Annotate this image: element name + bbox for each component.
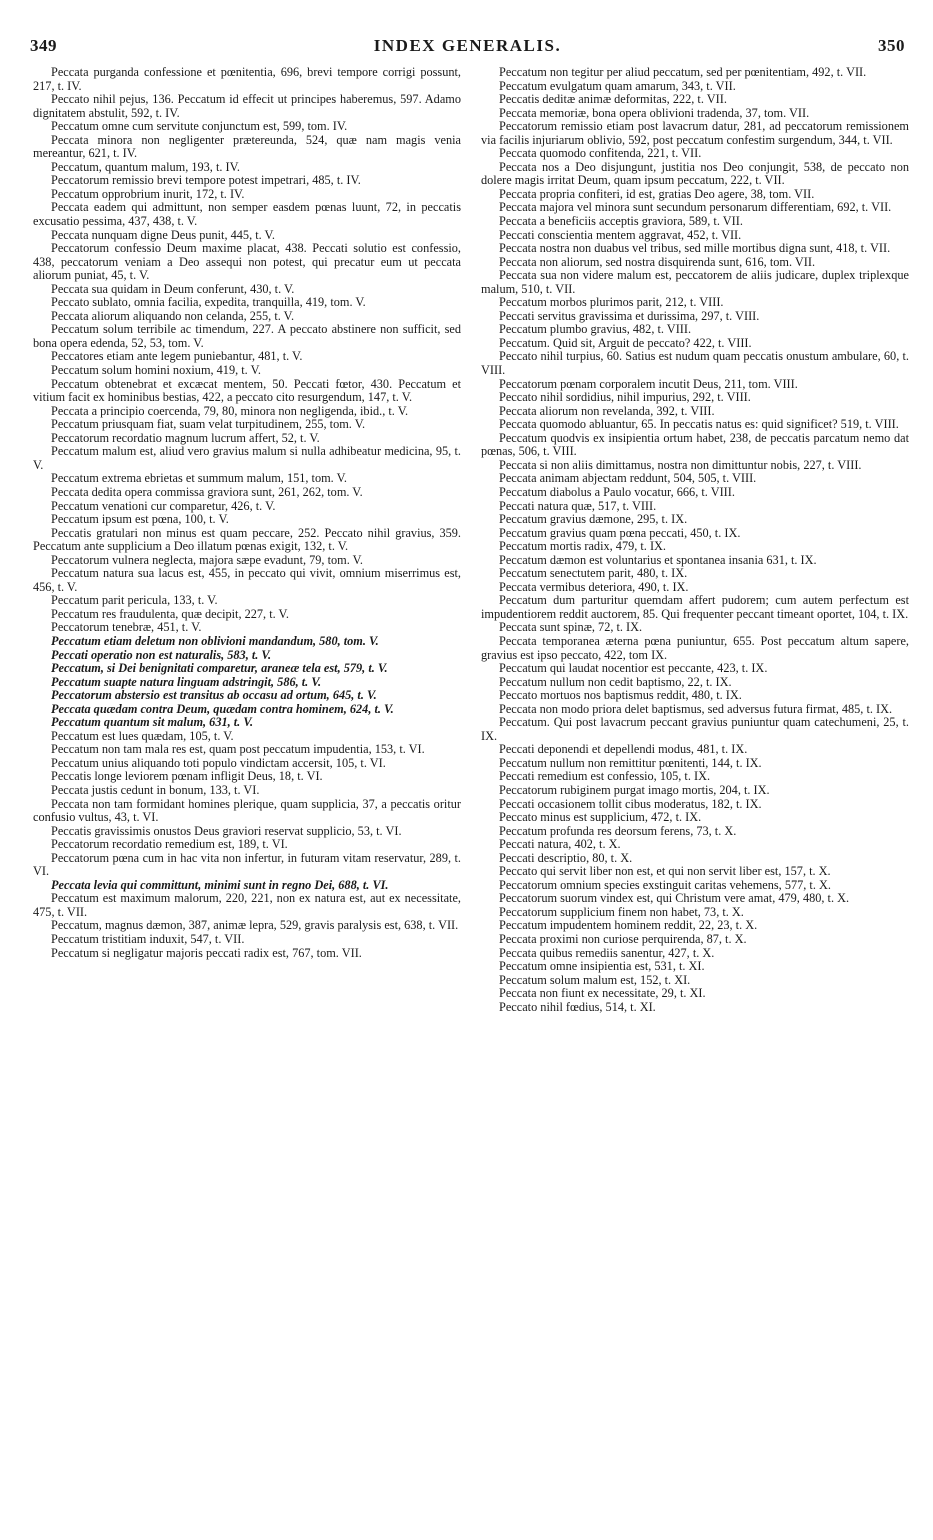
index-entry: Peccatum. Quid sit, Arguit de peccato? 422, t. VIII. bbox=[499, 335, 752, 350]
index-entry: Peccatum qui laudat nocentior est peccante, 423, t. IX. bbox=[499, 661, 768, 676]
index-entry: Peccatorum pœna cum in hac vita non infertur, in futuram vitam reservatur, 289, t. VI. bbox=[33, 850, 461, 879]
index-entry: Peccati servitus gravissima et durissima, 297, t. VIII. bbox=[499, 308, 760, 323]
index-entry: Peccato nihil turpius, 60. Satius est nudum quam peccatis onustum ambulare, 60, t. VIII. bbox=[481, 349, 909, 378]
index-entry: Peccata memoriæ, bona opera oblivioni tradenda, 37, tom. VII. bbox=[499, 105, 810, 120]
index-entry: Peccatis deditæ animæ deformitas, 222, t. VII. bbox=[499, 92, 727, 107]
index-entry: Peccatum mortis radix, 479, t. IX. bbox=[499, 539, 666, 554]
index-entry: Peccatis gravissimis onustos Deus graviori reservat supplicio, 53, t. VI. bbox=[51, 823, 402, 838]
index-entry: Peccata minora non negligenter prætereunda, 524, quæ nam magis venia mereantur, 621, t. IV. bbox=[33, 132, 461, 161]
index-entry: Peccata justis cedunt in bonum, 133, t. VI. bbox=[51, 782, 260, 797]
index-entry: Peccatorum confessio Deum maxime placat, 438. Peccati solutio est confessio, 438, peccatorum veniam a Deo assequi non potest, qui precatur eum ut peccata aliorum puniat, 45, t. V. bbox=[33, 241, 461, 283]
index-entry: Peccatum profunda res deorsum ferens, 73, t. X. bbox=[499, 823, 737, 838]
index-entry: Peccata non fiunt ex necessitate, 29, t. XI. bbox=[499, 986, 706, 1001]
index-entry: Peccatum omne cum servitute conjunctum est, 599, tom. IV. bbox=[51, 119, 348, 134]
index-entry: Peccatum solum terribile ac timendum, 227. A peccato abstinere non sufficit, sed bona opera edenda, 52, 53, tom. V. bbox=[33, 322, 461, 350]
left-column bbox=[33, 66, 461, 960]
index-entry: Peccatis gratulari non minus est quam peccare, 252. Peccato nihil gravius, 359. Peccatum ante supplicium a Deo illatum pœnas exigit, 132, t. V. bbox=[33, 525, 461, 554]
index-entry: Peccatum est lues quædam, 105, t. V. bbox=[51, 728, 234, 743]
index-entry: Peccatorum omnium species exstinguit caritas vehemens, 577, t. X. bbox=[499, 877, 831, 892]
index-entry: Peccata non tam formidant homines plerique, quam supplicia, 37, a peccatis oritur confusio vultus, 43, t. VI. bbox=[33, 796, 461, 825]
index-entry: Peccata aliorum non revelanda, 392, t. VIII. bbox=[499, 403, 715, 418]
index-entry: Peccatum opprobrium inurit, 172, t. IV. bbox=[51, 186, 245, 201]
index-entry: Peccata propria confiteri, id est, gratias Deo agere, 38, tom. VII. bbox=[499, 186, 815, 201]
index-entry: Peccati descriptio, 80, t. X. bbox=[499, 850, 633, 865]
index-entry: Peccati operatio non est naturalis, 583, t. V. bbox=[51, 647, 272, 662]
index-entry: Peccato nihil fœdius, 514, t. XI. bbox=[499, 999, 656, 1014]
index-entry: Peccatum morbos plurimos parit, 212, t. VIII. bbox=[499, 295, 724, 310]
index-entry: Peccatorum supplicium finem non habet, 73, t. X. bbox=[499, 904, 744, 919]
index-entry: Peccata nostra non duabus vel tribus, sed mille mortibus digna sunt, 418, t. VII. bbox=[499, 241, 891, 256]
right-column bbox=[481, 66, 909, 1014]
index-entry: Peccatorum tenebræ, 451, t. V. bbox=[51, 620, 202, 635]
index-entry: Peccatum quodvis ex insipientia ortum habet, 238, de peccatis parcatum nemo dat pœnas, 506, t. VIII. bbox=[481, 430, 909, 459]
index-entry: Peccatum, quantum malum, 193, t. IV. bbox=[51, 159, 240, 174]
index-entry: Peccatum non tegitur per aliud peccatum, sed per pœnitentiam, 492, t. VII. bbox=[499, 65, 867, 79]
index-entry: Peccatum natura sua lacus est, 455, in peccato qui vivit, omnium miserrimus est, 456, t. V. bbox=[33, 566, 461, 594]
index-entry: Peccata dedita opera commissa graviora sunt, 261, 262, tom. V. bbox=[51, 484, 363, 499]
index-entry: Peccata nunquam digne Deus punit, 445, t. V. bbox=[51, 227, 275, 242]
index-entry: Peccata aliorum aliquando non celanda, 255, t. V. bbox=[51, 308, 295, 323]
index-entry: Peccatum extrema ebrietas et summum malum, 151, tom. V. bbox=[51, 471, 347, 486]
index-entry: Peccata vermibus deteriora, 490, t. IX. bbox=[499, 579, 689, 594]
index-entry: Peccatum evulgatum quam amarum, 343, t. VII. bbox=[499, 78, 736, 93]
index-entry: Peccato qui servit liber non est, et qui non servit liber est, 157, t. X. bbox=[499, 864, 831, 879]
index-entry: Peccatorum recordatio remedium est, 189, t. VI. bbox=[51, 837, 288, 852]
index-entry: Peccatores etiam ante legem puniebantur, 481, t. V. bbox=[51, 349, 303, 364]
index-entry: Peccatum, magnus dæmon, 387, animæ lepra, 529, gravis paralysis est, 638, t. VII. bbox=[51, 918, 459, 933]
index-entry: Peccata a beneficiis acceptis graviora, 589, t. VII. bbox=[499, 214, 743, 229]
index-entry: Peccatum nullum non cedit baptismo, 22, t. IX. bbox=[499, 674, 732, 689]
index-entry: Peccatum res fraudulenta, quæ decipit, 227, t. V. bbox=[51, 606, 289, 621]
index-entry: Peccato nihil sordidius, nihil impurius, 292, t. VIII. bbox=[499, 390, 751, 405]
index-entry: Peccatum gravius dæmone, 295, t. IX. bbox=[499, 512, 688, 527]
index-entry: Peccata quibus remediis sanentur, 427, t. X. bbox=[499, 945, 715, 960]
index-entry: Peccatorum rubiginem purgat imago mortis, 204, t. IX. bbox=[499, 782, 770, 797]
index-entry: Peccatum suapte natura linguam adstringit, 586, t. V. bbox=[51, 674, 322, 689]
index-entry: Peccato mortuos nos baptismus reddit, 480, t. IX. bbox=[499, 688, 742, 703]
index-entry: Peccata levia qui committunt, minimi sunt in regno Dei, 688, t. VI. bbox=[51, 877, 389, 892]
index-entry: Peccati natura quæ, 517, t. VIII. bbox=[499, 498, 657, 513]
index-entry: Peccata majora vel minora sunt secundum personarum differentiam, 692, t. VII. bbox=[499, 200, 892, 215]
index-entry: Peccati natura, 402, t. X. bbox=[499, 837, 621, 852]
index-entry: Peccatum tristitiam induxit, 547, t. VII. bbox=[51, 932, 245, 946]
index-entry: Peccati deponendi et depellendi modus, 481, t. IX. bbox=[499, 742, 748, 757]
index-entry: Peccatum priusquam fiat, suam velat turpitudinem, 255, tom. V. bbox=[51, 417, 366, 432]
index-entry: Peccati conscientia mentem aggravat, 452, t. VII. bbox=[499, 227, 742, 242]
index-entry: Peccata quomodo abluantur, 65. In peccatis natus es: quid significet? 519, t. VIII. bbox=[499, 417, 899, 432]
index-entry: Peccatum venationi cur comparetur, 426, t. V. bbox=[51, 498, 276, 513]
index-entry: Peccatum plumbo gravius, 482, t. VIII. bbox=[499, 322, 692, 337]
index-entry: Peccatorum remissio brevi tempore potest impetrari, 485, t. IV. bbox=[51, 173, 361, 188]
index-entry: Peccata purganda confessione et pœnitentia, 696, brevi tempore corrigi possunt, 217, t. IV. bbox=[33, 65, 461, 93]
index-entry: Peccatorum recordatio magnum lucrum affert, 52, t. V. bbox=[51, 430, 320, 445]
index-entry: Peccata sua non videre malum est, peccatorem de aliis judicare, duplex triplexque malum, 510, t. VII. bbox=[481, 268, 909, 296]
index-entry: Peccatum omne insipientia est, 531, t. XI. bbox=[499, 959, 705, 974]
index-entry: Peccato nihil pejus, 136. Peccatum id effecit ut principes haberemus, 597. Adamo dignitatem abstulit, 592, t. IV. bbox=[33, 92, 461, 120]
index-entry: Peccata sua quidam in Deum conferunt, 430, t. V. bbox=[51, 281, 295, 296]
index-entry: Peccata nos a Deo disjungunt, justitia nos Deo conjungit, 538, de peccato non dolere magis irritat Deum, quam ipsum peccatum, 222, t. VII. bbox=[481, 159, 909, 188]
index-entry: Peccata proximi non curiose perquirenda, 87, t. X. bbox=[499, 932, 747, 946]
index-entry: Peccatum impudentem hominem reddit, 22, 23, t. X. bbox=[499, 918, 758, 933]
index-entry: Peccato sublato, omnia facilia, expedita, tranquilla, 419, tom. V. bbox=[51, 295, 366, 310]
index-entry: Peccatum senectutem parit, 480, t. IX. bbox=[499, 566, 688, 581]
index-entry: Peccatorum pœnam corporalem incutit Deus, 211, tom. VIII. bbox=[499, 376, 798, 391]
index-entry: Peccatum solum malum est, 152, t. XI. bbox=[499, 972, 691, 987]
index-entry: Peccata eadem qui admittunt, non semper easdem pœnas luunt, 72, in peccatis excusatio pessima, 437, 438, t. V. bbox=[33, 200, 461, 229]
index-entry: Peccata non modo priora delet baptismus, sed adversus futura firmat, 485, t. IX. bbox=[499, 701, 893, 716]
index-entry: Peccata quomodo confitenda, 221, t. VII. bbox=[499, 146, 702, 161]
index-entry: Peccata non aliorum, sed nostra disquirenda sunt, 616, tom. VII. bbox=[499, 254, 816, 269]
index-entry: Peccatis longe leviorem pœnam infligit Deus, 18, t. VI. bbox=[51, 769, 323, 784]
index-entry: Peccatum diabolus a Paulo vocatur, 666, t. VIII. bbox=[499, 484, 735, 499]
index-entry: Peccatum est maximum malorum, 220, 221, non ex natura est, aut ex necessitate, 475, t. VII. bbox=[33, 891, 461, 919]
index-entry: Peccata quædam contra Deum, quædam contra hominem, 624, t. V. bbox=[51, 701, 394, 716]
index-entry: Peccatum parit pericula, 133, t. V. bbox=[51, 593, 218, 608]
index-entry: Peccati remedium est confessio, 105, t. IX. bbox=[499, 769, 711, 784]
page-title: INDEX GENERALIS. bbox=[373, 36, 562, 55]
index-entry: Peccatorum suorum vindex est, qui Christum vere amat, 479, 480, t. X. bbox=[499, 891, 850, 906]
index-entry: Peccatum etiam deletum non oblivioni mandandum, 580, tom. V. bbox=[51, 633, 379, 648]
index-entry: Peccatum si negligatur majoris peccati radix est, 767, tom. VII. bbox=[51, 945, 362, 960]
index-entry: Peccatum, si Dei benignitati comparetur, araneæ tela est, 579, t. V. bbox=[51, 661, 388, 676]
index-entry: Peccatum gravius quam pœna peccati, 450, t. IX. bbox=[499, 525, 741, 540]
page-number-left: 349 bbox=[30, 36, 57, 55]
index-entry: Peccatum unius aliquando toti populo vindictam accersit, 105, t. VI. bbox=[51, 755, 386, 770]
index-entry: Peccatum dum parturitur quemdam affert pudorem; cum autem perfectum est impudentiorem reddit auctorem, 85. Qui frequenter peccant timeant oportet, 104, t. IX. bbox=[481, 593, 909, 621]
index-entry: Peccatorum abstersio est transitus ab occasu ad ortum, 645, t. V. bbox=[51, 688, 377, 703]
index-entry: Peccatum malum est, aliud vero gravius malum si nulla adhibeatur medicina, 95, t. V. bbox=[33, 444, 461, 472]
index-entry: Peccatum quantum sit malum, 631, t. V. bbox=[51, 715, 254, 730]
index-entry: Peccatum ipsum est pœna, 100, t. V. bbox=[51, 512, 229, 527]
index-entry: Peccatum nullum non remittitur pœnitenti, 144, t. IX. bbox=[499, 755, 762, 770]
index-entry: Peccatorum remissio etiam post lavacrum datur, 281, ad peccatorum remissionem via facilis injuriarum oblivio, 592, post peccatum confestim surgendum, 344, t. VII. bbox=[481, 119, 909, 147]
index-entry: Peccata a principio coercenda, 79, 80, minora non negligenda, ibid., t. V. bbox=[51, 403, 409, 418]
index-entry: Peccati occasionem tollit cibus moderatus, 182, t. IX. bbox=[499, 796, 762, 811]
index-entry: Peccato minus est supplicium, 472, t. IX. bbox=[499, 810, 702, 825]
index-entry: Peccatum. Qui post lavacrum peccant gravius puniuntur quam catechumeni, 25, t. IX. bbox=[481, 715, 909, 743]
page-header bbox=[30, 36, 905, 58]
index-entry: Peccatum non tam mala res est, quam post peccatum impudentia, 153, t. VI. bbox=[51, 742, 425, 757]
index-entry: Peccata animam abjectam reddunt, 504, 505, t. VIII. bbox=[499, 471, 757, 486]
index-entry: Peccata si non aliis dimittamus, nostra non dimittuntur nobis, 227, t. VIII. bbox=[499, 457, 862, 472]
index-entry: Peccata sunt spinæ, 72, t. IX. bbox=[499, 620, 643, 635]
index-entry: Peccatum obtenebrat et excæcat mentem, 50. Peccati fœtor, 430. Peccatum et vitium facit ex hominibus bestias, 422, a peccato cito resurgendum, 147, t. V. bbox=[33, 376, 461, 405]
index-entry: Peccatorum vulnera neglecta, majora sæpe evadunt, 79, tom. V. bbox=[51, 552, 364, 567]
page-number-right: 350 bbox=[878, 36, 905, 55]
index-entry: Peccata temporanea æterna pœna puniuntur, 655. Post peccatum altum sapere, gravius est ipso peccato, 422, tom IX. bbox=[481, 633, 909, 662]
index-entry: Peccatum solum homini noxium, 419, t. V. bbox=[51, 363, 261, 378]
index-entry: Peccatum dæmon est voluntarius et spontanea insania 631, t. IX. bbox=[499, 552, 817, 567]
